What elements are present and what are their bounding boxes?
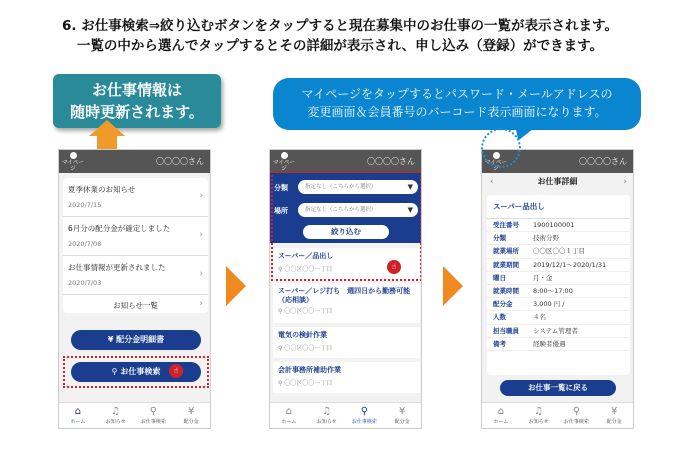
home-icon: ⌂ (497, 406, 505, 417)
notice-list-link[interactable] (63, 295, 208, 311)
notice-date: 2020/7/15 (68, 201, 102, 209)
job-location-text: 〇〇区〇〇一丁目 (284, 266, 333, 273)
category-select-value: 指定なし（こちらから選択） (305, 184, 377, 190)
notice-title: 夏季休業のお知らせ (68, 185, 136, 194)
job-title: スーパー／レジ打ち 週四日から勤務可能（応相談） (278, 287, 411, 304)
place-label: 場所 (274, 207, 288, 215)
phone-home-screen (58, 149, 211, 429)
bell-icon: ♫ (534, 406, 544, 417)
yen-icon: ¥ (187, 406, 195, 417)
bottom-nav (482, 402, 633, 428)
job-detail-title: スーパー品出し (487, 195, 630, 219)
mypage-button[interactable] (273, 152, 295, 172)
up-arrow-icon (89, 120, 125, 136)
nav-label: ホーム (281, 419, 297, 425)
search-icon: ⚲ (572, 406, 581, 417)
payslip-button-label: 配分金明細書 (116, 335, 165, 344)
mypage-label: マイページ (485, 160, 507, 172)
chevron-right-icon: › (199, 191, 203, 201)
nav-notices[interactable] (308, 403, 346, 428)
home-icon: ⌂ (74, 406, 82, 417)
job-item[interactable] (273, 283, 420, 323)
detail-row (487, 285, 630, 298)
detail-row (487, 311, 630, 324)
notice-item[interactable] (63, 256, 208, 295)
detail-row (487, 325, 630, 338)
detail-row (487, 298, 630, 311)
nav-label: 配分金 (394, 419, 410, 425)
nav-label: お仕事検索 (140, 419, 166, 425)
detail-value: 月・金 (533, 273, 553, 282)
pin-icon: ⚲ (278, 308, 285, 315)
mypage-callout (273, 78, 641, 130)
mypage-button[interactable] (62, 152, 84, 172)
nav-label: お知らせ (105, 419, 126, 425)
back-to-list-button[interactable]: お仕事一覧に戻る (500, 380, 616, 396)
nav-label: お知らせ (528, 419, 549, 425)
yen-icon: ¥ (107, 335, 117, 344)
nav-job-search[interactable] (135, 403, 173, 428)
nav-payment[interactable] (595, 403, 633, 428)
job-detail-card (487, 195, 630, 375)
top-bar (270, 150, 421, 173)
update-callout-line-1: お仕事情報は (91, 81, 182, 99)
chevron-right-icon[interactable]: › (623, 177, 627, 187)
bell-icon: ♫ (111, 406, 121, 417)
nav-notices[interactable] (520, 403, 558, 428)
detail-value: 経験者優遇 (533, 339, 566, 348)
search-icon: ⚲ (360, 406, 369, 417)
detail-row (487, 259, 630, 272)
detail-value: 〇〇区〇〇１丁目 (533, 247, 585, 256)
home-icon: ⌂ (285, 406, 293, 417)
detail-value: 技術分野 (533, 234, 559, 243)
user-name: 〇〇〇〇さん (156, 157, 204, 166)
nav-notices[interactable] (97, 403, 135, 428)
nav-home[interactable] (270, 403, 308, 428)
person-icon (70, 152, 77, 159)
mypage-highlight-circle (481, 128, 521, 168)
person-icon (281, 152, 288, 159)
detail-key: 配分金 (493, 300, 513, 309)
bottom-nav (270, 402, 421, 428)
top-bar (59, 150, 210, 173)
phone-detail-screen (481, 149, 634, 429)
detail-row (487, 232, 630, 245)
detail-value: ４名 (533, 313, 546, 322)
detail-key: 曜日 (493, 273, 506, 282)
category-label: 分類 (274, 184, 288, 192)
detail-value: 2019/12/1～2020/1/31 (533, 260, 607, 269)
yen-icon: ¥ (398, 406, 406, 417)
pin-icon: ⚲ (278, 266, 285, 273)
mypage-label: マイページ (273, 160, 295, 172)
notice-date: 2020/7/03 (68, 279, 102, 287)
place-select-value: 指定なし（こちらから選択） (305, 207, 377, 213)
detail-key: 担当職員 (493, 326, 519, 335)
nav-job-search[interactable] (346, 403, 384, 428)
nav-home[interactable] (482, 403, 520, 428)
yen-icon: ¥ (610, 406, 618, 417)
detail-key: 就業時間 (493, 286, 519, 295)
nav-payment[interactable] (383, 403, 421, 428)
notice-item[interactable] (63, 217, 208, 256)
job-title: 電気の検針作業 (278, 331, 327, 339)
search-icon: ⚲ (111, 367, 121, 376)
job-location-text: 〇〇区〇〇一丁目 (284, 345, 333, 352)
nav-job-search[interactable] (558, 403, 596, 428)
search-icon: ⚲ (149, 406, 158, 417)
job-location (278, 379, 415, 388)
phone-search-screen (269, 149, 422, 429)
job-location (278, 307, 415, 316)
chevron-left-icon[interactable]: ‹ (490, 177, 494, 187)
filter-button[interactable]: 絞り込む (303, 225, 389, 239)
job-location (278, 344, 415, 353)
update-callout (53, 74, 221, 128)
highlight-frame (63, 356, 209, 388)
instruction-line-1: 6. お仕事検索⇒絞り込むボタンをタップすると現在募集中のお仕事の一覧が表示されます。 (62, 18, 618, 34)
bell-icon: ♫ (322, 406, 332, 417)
detail-key: 分類 (493, 234, 506, 243)
detail-row (487, 272, 630, 285)
detail-key: 備考 (493, 339, 506, 348)
nav-label: 配分金 (183, 419, 199, 425)
detail-key: 人数 (493, 313, 506, 322)
bottom-nav (59, 402, 210, 428)
job-title: スーパー／品出し (278, 252, 334, 260)
tap-finger-icon: ☝ (387, 260, 401, 274)
job-search-button-label: お仕事検索 (120, 367, 161, 376)
next-arrow-icon (226, 266, 246, 306)
nav-label: 配分金 (606, 419, 622, 425)
nav-label: お知らせ (316, 419, 337, 425)
update-callout-line-2: 随時更新されます。 (70, 103, 204, 121)
job-item[interactable] (273, 327, 420, 358)
mypage-label: マイページ (62, 160, 84, 172)
job-location-text: 〇〇区〇〇一丁目 (284, 308, 333, 315)
detail-key: 受注番号 (493, 221, 519, 229)
detail-header (482, 173, 633, 191)
detail-row (487, 219, 630, 232)
nav-label: お仕事検索 (351, 419, 377, 425)
mypage-callout-line-1: マイページをタップするとパスワード・メールアドレスの (301, 87, 613, 101)
detail-value: 3,000 円 / (533, 300, 565, 309)
user-name: 〇〇〇〇さん (579, 157, 627, 166)
instruction-line-2: 一覧の中から選んでタップするとその詳細が表示され、申し込み（登録）ができます。 (76, 38, 604, 54)
detail-key: 就業場所 (493, 247, 519, 256)
detail-row (487, 245, 630, 258)
notice-list-label: お知らせ一覧 (113, 301, 158, 310)
payslip-button[interactable] (71, 330, 201, 350)
detail-row (487, 338, 630, 351)
job-item[interactable] (273, 362, 420, 393)
notice-date: 2020/7/08 (68, 240, 102, 248)
notice-title: お仕事情報が更新されました (68, 263, 166, 272)
nav-label: ホーム (493, 419, 509, 425)
notice-item[interactable] (63, 178, 208, 217)
caret-down-icon: ▼ (407, 206, 413, 214)
detail-value: システム管理者 (533, 326, 578, 335)
next-arrow-icon (443, 266, 463, 306)
chevron-right-icon: › (199, 269, 203, 279)
pin-icon: ⚲ (278, 345, 285, 352)
job-location-text: 〇〇区〇〇一丁目 (284, 380, 333, 387)
nav-label: ホーム (70, 419, 86, 425)
pin-icon: ⚲ (278, 380, 285, 387)
caret-down-icon: ▼ (407, 183, 413, 191)
chevron-right-icon: › (199, 299, 203, 309)
detail-title: お仕事詳細 (537, 177, 578, 186)
notice-list (63, 178, 208, 313)
detail-value: 1900100001 (533, 221, 575, 229)
nav-home[interactable] (59, 403, 97, 428)
nav-payment[interactable] (172, 403, 210, 428)
mypage-callout-line-2: 変更画面＆会員番号のバーコード表示画面になります。 (307, 105, 607, 119)
job-title: 会計事務所補助作業 (278, 366, 341, 374)
tap-finger-icon: ☝ (169, 364, 183, 378)
nav-label: お仕事検索 (563, 419, 589, 425)
detail-value: 8:00～17:00 (533, 286, 573, 295)
notice-title: 6月分の配分金が確定しました (68, 224, 171, 233)
user-name: 〇〇〇〇さん (367, 157, 415, 166)
chevron-right-icon: › (199, 230, 203, 240)
up-arrow-stem (97, 135, 117, 149)
detail-key: 就業期間 (493, 260, 519, 269)
